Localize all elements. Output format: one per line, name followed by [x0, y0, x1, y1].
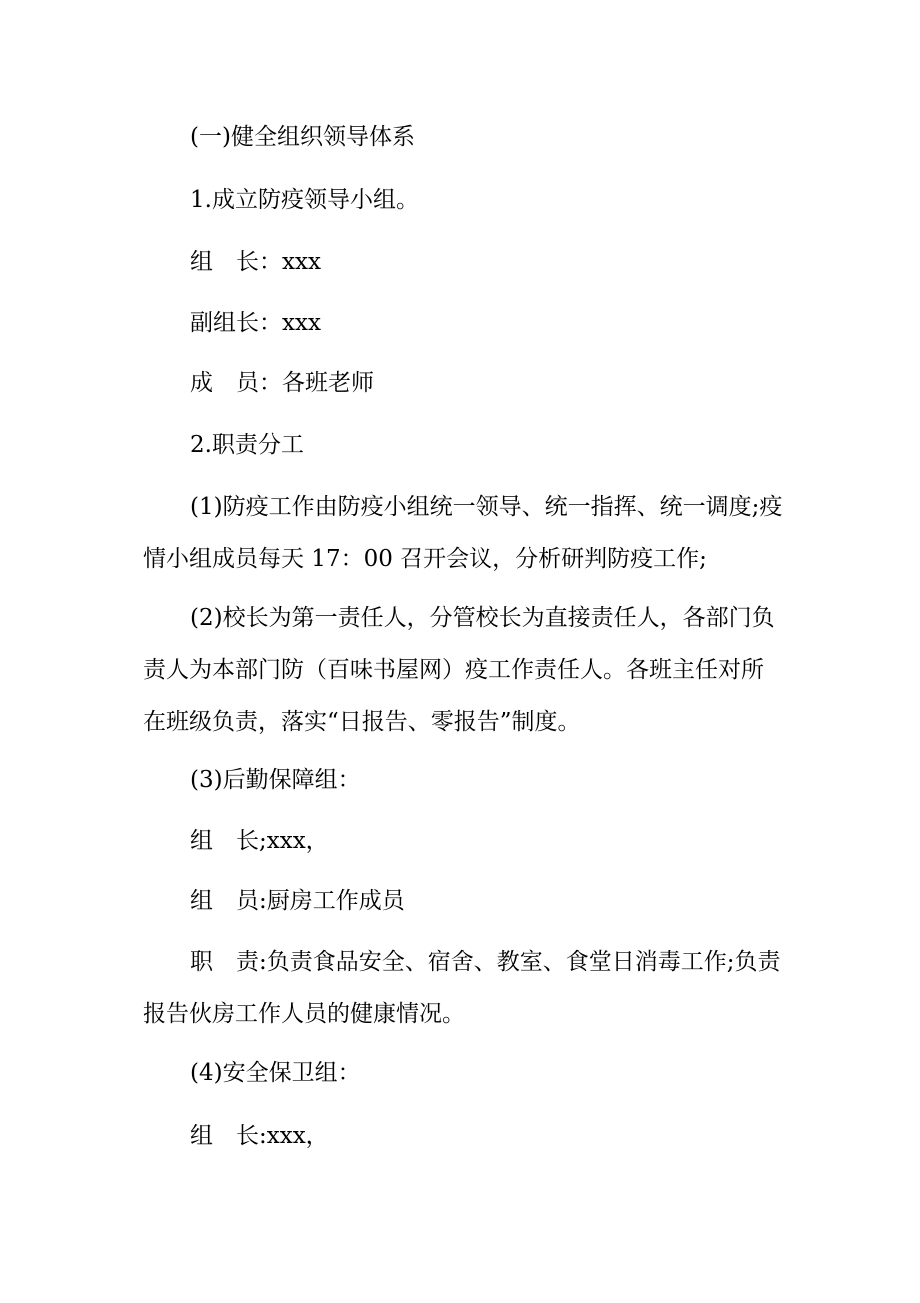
group-heading: (3)后勤保障组：	[190, 767, 361, 793]
leader-line: 组 长:xxx，	[190, 1123, 329, 1149]
leader-line: 组 长：xxx	[190, 249, 321, 275]
section-heading: (一)健全组织领导体系	[190, 124, 415, 150]
members-line: 组 员:厨房工作成员	[190, 888, 405, 914]
subsection-heading: 2.职责分工	[190, 432, 304, 458]
deputy-leader-line: 副组长：xxx	[190, 310, 321, 336]
body-paragraph: (1)防疫工作由防疫小组统一领导、统一指挥、统一调度;疫情小组成员每天 17：00 召开会议，分析研判防疫工作;	[143, 494, 783, 572]
group-heading: (4)安全保卫组：	[190, 1060, 361, 1086]
members-line: 成 员：各班老师	[190, 370, 374, 396]
leader-line: 组 长;xxx，	[190, 828, 329, 854]
duties-paragraph: 职 责:负责食品安全、宿舍、教室、食堂日消毒工作;负责报告伙房工作人员的健康情况。	[143, 949, 781, 1027]
subsection-heading: 1.成立防疫领导小组。	[190, 187, 419, 213]
body-paragraph: (2)校长为第一责任人，分管校长为直接责任人，各部门负责人为本部门防（百味书屋网）疫工作责任人。各班主任对所在班级负责，落实“日报告、零报告”制度。	[143, 605, 775, 735]
